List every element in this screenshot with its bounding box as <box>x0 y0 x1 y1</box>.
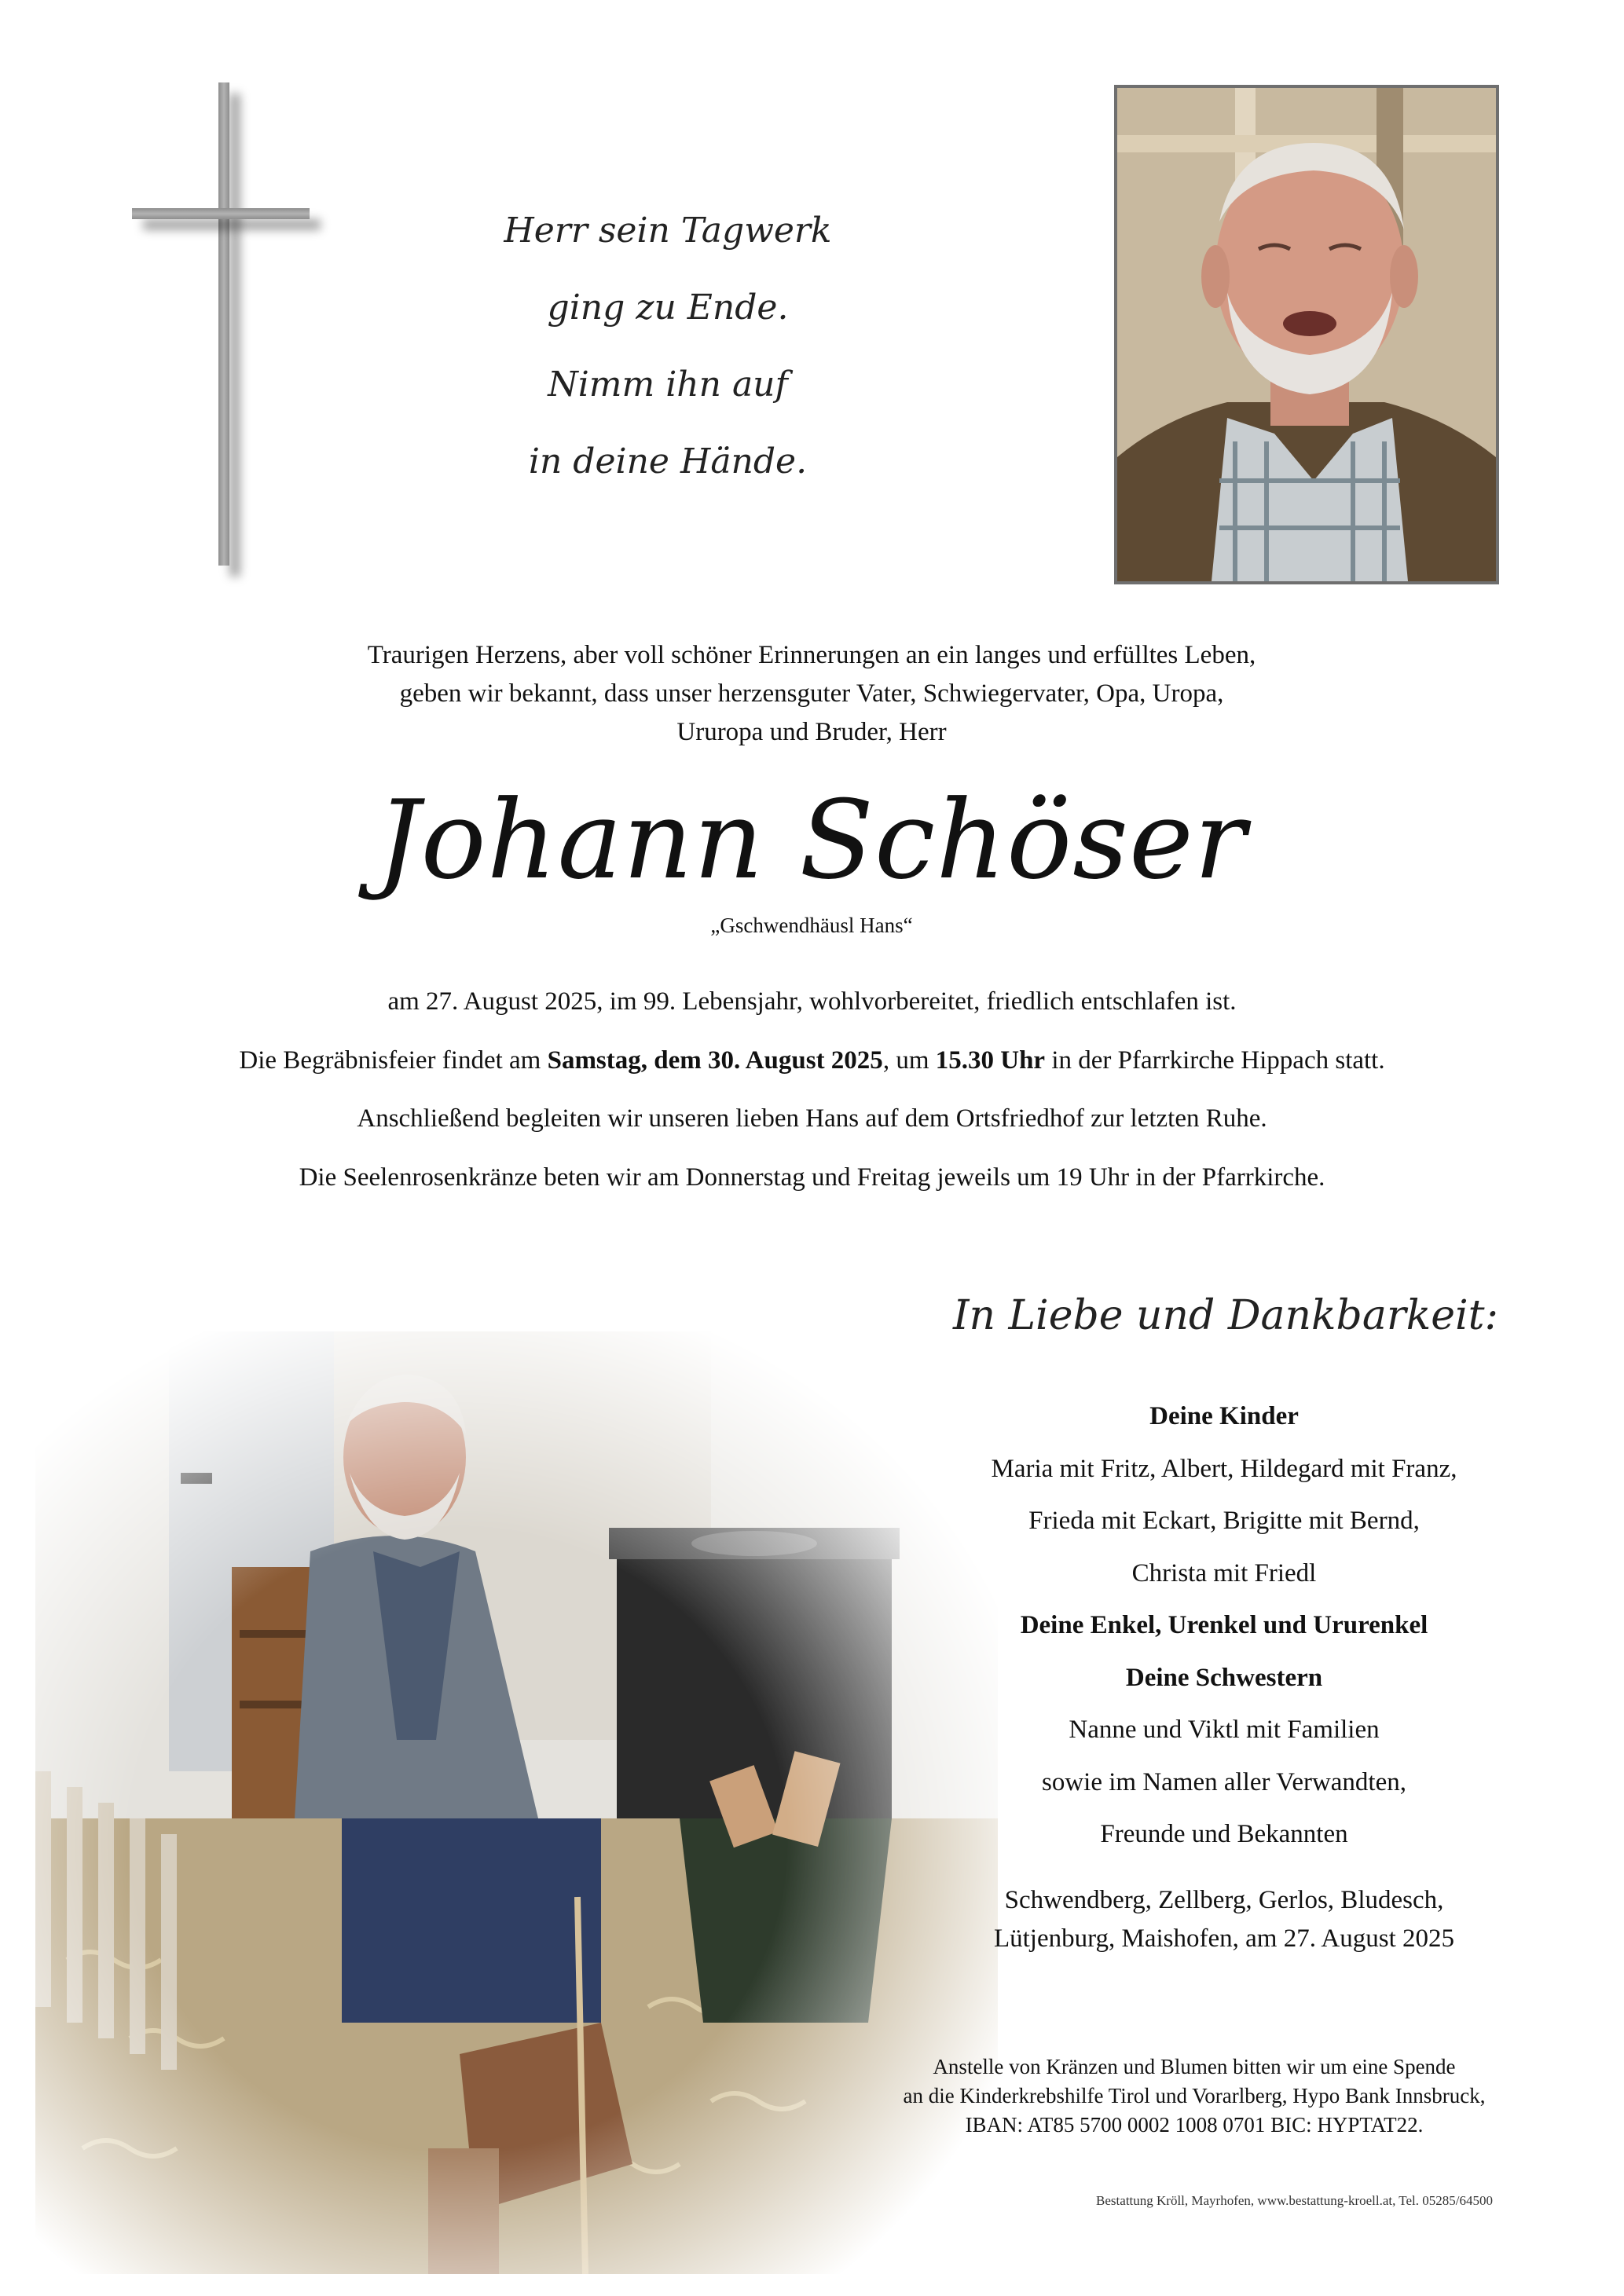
verse-line: in deine Hände. <box>528 441 808 482</box>
family-line: Christa mit Friedl <box>1131 1558 1317 1587</box>
donation-line: an die Kinderkrebshilfe Tirol und Vorarlberg, Hypo Bank Innsbruck, <box>903 2084 1486 2107</box>
intro-line: geben wir bekannt, dass unser herzensguter Vater, Schwiegervater, Opa, Uropa, <box>399 679 1224 708</box>
children-heading: Deine Kinder <box>1149 1402 1299 1430</box>
verse-line: Herr sein Tagwerk <box>504 211 832 251</box>
places-date <box>926 1881 1523 1958</box>
verse <box>440 192 896 500</box>
funeral-time: 15.30 Uhr <box>935 1046 1046 1075</box>
deceased-name: Johann Schöser <box>376 777 1247 903</box>
intro-text <box>222 636 1401 752</box>
donation-line: Anstelle von Kränzen und Blumen bitten wir um eine Spende <box>933 2055 1456 2078</box>
donation-line: IBAN: AT85 5700 0002 1008 0701 BIC: HYPTAT22. <box>965 2113 1424 2137</box>
funeral-date: Samstag, dem 30. August 2025 <box>547 1046 883 1075</box>
family-line: Nanne und Viktl mit Familien <box>1069 1716 1380 1744</box>
death-line: am 27. August 2025, im 99. Lebensjahr, wohlvorbereitet, friedlich entschlafen ist. <box>387 987 1237 1016</box>
family-line: Frieda mit Eckart, Brigitte mit Bernd, <box>1028 1507 1420 1535</box>
rosary-line: Die Seelenrosenkränze beten wir am Donnerstag und Freitag jeweils um 19 Uhr in der Pfarrkirche. <box>299 1163 1325 1192</box>
cross-icon-bar <box>132 208 310 219</box>
burial-line: Anschließend begleiten wir unseren lieben Hans auf dem Ortsfriedhof zur letzten Ruhe. <box>357 1104 1267 1133</box>
donation-note <box>849 2052 1540 2140</box>
funeral-home-footer: Bestattung Kröll, Mayrhofen, www.bestattung-kroell.at, Tel. 05285/64500 <box>1096 2193 1493 2208</box>
family-list <box>926 1390 1523 1861</box>
funeral-mid: , um <box>882 1046 936 1075</box>
funeral-line <box>79 1043 1545 1078</box>
deceased-nickname: „Gschwendhäusl Hans“ <box>710 914 913 937</box>
sisters-heading: Deine Schwestern <box>1125 1663 1323 1692</box>
intro-line: Ururopa und Bruder, Herr <box>676 718 947 746</box>
verse-line: Nimm ihn auf <box>548 364 788 405</box>
funeral-prefix: Die Begräbnisfeier findet am <box>239 1046 548 1075</box>
thanks-heading: In Liebe und Dankbarkeit: <box>952 1292 1499 1339</box>
family-line: Freunde und Bekannten <box>1100 1820 1348 1848</box>
cross-icon <box>218 82 229 566</box>
portrait-photo <box>1114 85 1499 584</box>
places-line: Lütjenburg, Maishofen, am 27. August 2025 <box>993 1924 1454 1953</box>
verse-line: ging zu Ende. <box>547 287 789 328</box>
funeral-suffix: in der Pfarrkirche Hippach statt. <box>1045 1046 1385 1075</box>
family-line: sowie im Namen aller Verwandten, <box>1042 1767 1406 1796</box>
places-line: Schwendberg, Zellberg, Gerlos, Bludesch, <box>1004 1886 1444 1914</box>
intro-line: Traurigen Herzens, aber voll schöner Erinnerungen an ein langes und erfülltes Leben, <box>367 641 1256 669</box>
grandchildren-heading: Deine Enkel, Urenkel und Ururenkel <box>1020 1611 1428 1639</box>
family-line: Maria mit Fritz, Albert, Hildegard mit Franz, <box>991 1454 1457 1483</box>
